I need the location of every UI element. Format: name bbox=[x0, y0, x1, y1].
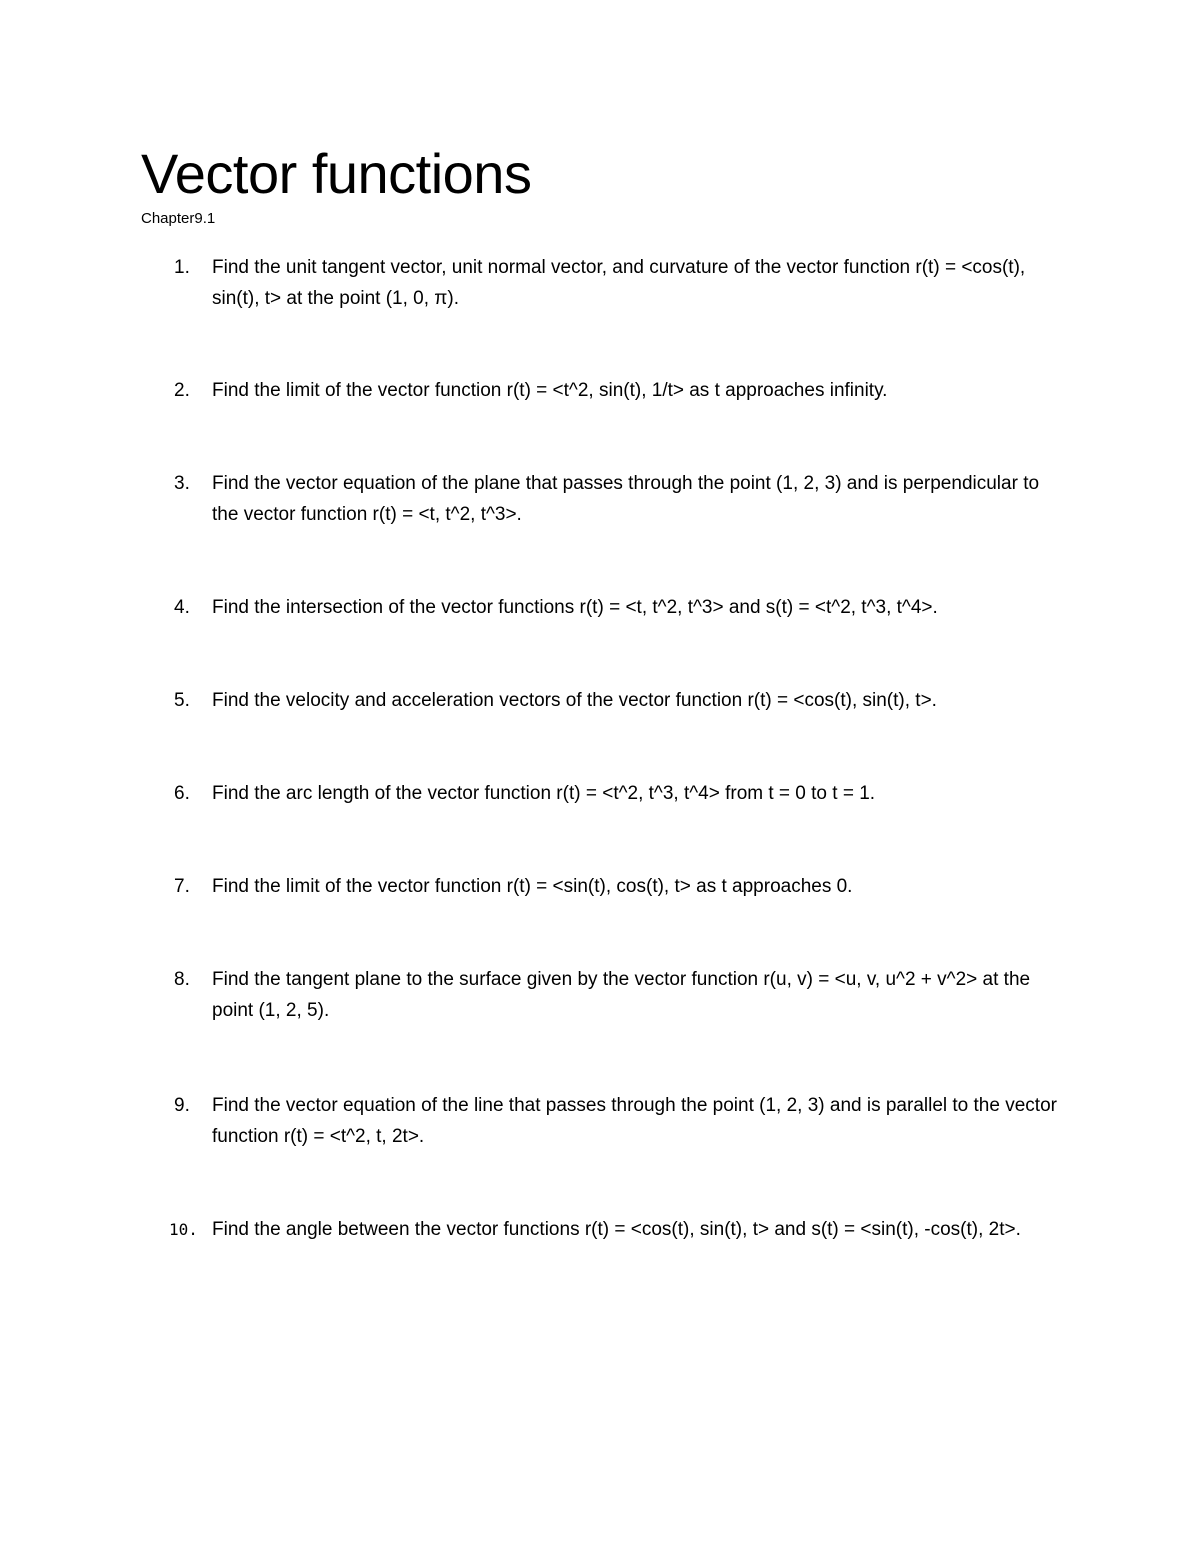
question-text: Find the limit of the vector function r(t) = <sin(t), cos(t), t> as t approaches 0. bbox=[212, 876, 853, 897]
document-subtitle: Chapter9.1 bbox=[141, 210, 216, 227]
question-number: 5. bbox=[174, 690, 190, 711]
question-text: Find the limit of the vector function r(t) = <t^2, sin(t), 1/t> as t approaches infinity. bbox=[212, 380, 888, 401]
question-text: Find the arc length of the vector function r(t) = <t^2, t^3, t^4> from t = 0 to t = 1. bbox=[212, 783, 876, 804]
question-number: 3. bbox=[174, 473, 190, 494]
question-number: 1. bbox=[174, 257, 190, 278]
document-title: Vector functions bbox=[141, 142, 532, 205]
question-text: Find the vector equation of the line that passes through the point (1, 2, 3) and is parallel to the vector function r(t) = <t^2, t, 2t>. bbox=[212, 1095, 1057, 1147]
question-text: Find the angle between the vector functions r(t) = <cos(t), sin(t), t> and s(t) = <sin(t), -cos(t), 2t>. bbox=[212, 1219, 1021, 1240]
question-number: 2. bbox=[174, 380, 190, 401]
question-text: Find the unit tangent vector, unit normal vector, and curvature of the vector function r(t) = <cos(t), sin(t), t> at the point (1, 0, π). bbox=[212, 257, 1026, 309]
question-number: 4. bbox=[174, 597, 190, 618]
question-number: 7. bbox=[174, 876, 190, 897]
question-text: Find the velocity and acceleration vectors of the vector function r(t) = <cos(t), sin(t), t>. bbox=[212, 690, 937, 711]
question-number: 10. bbox=[169, 1220, 198, 1239]
question-text: Find the intersection of the vector functions r(t) = <t, t^2, t^3> and s(t) = <t^2, t^3, t^4>. bbox=[212, 597, 938, 618]
question-number: 8. bbox=[174, 969, 190, 990]
question-text: Find the tangent plane to the surface given by the vector function r(u, v) = <u, v, u^2 + v^2> at the point (1, 2, 5). bbox=[212, 969, 1031, 1021]
question-text: Find the vector equation of the plane that passes through the point (1, 2, 3) and is perpendicular to the vector function r(t) = <t, t^2, t^3>. bbox=[212, 473, 1040, 525]
question-number: 6. bbox=[174, 783, 190, 804]
question-number: 9. bbox=[174, 1095, 190, 1116]
